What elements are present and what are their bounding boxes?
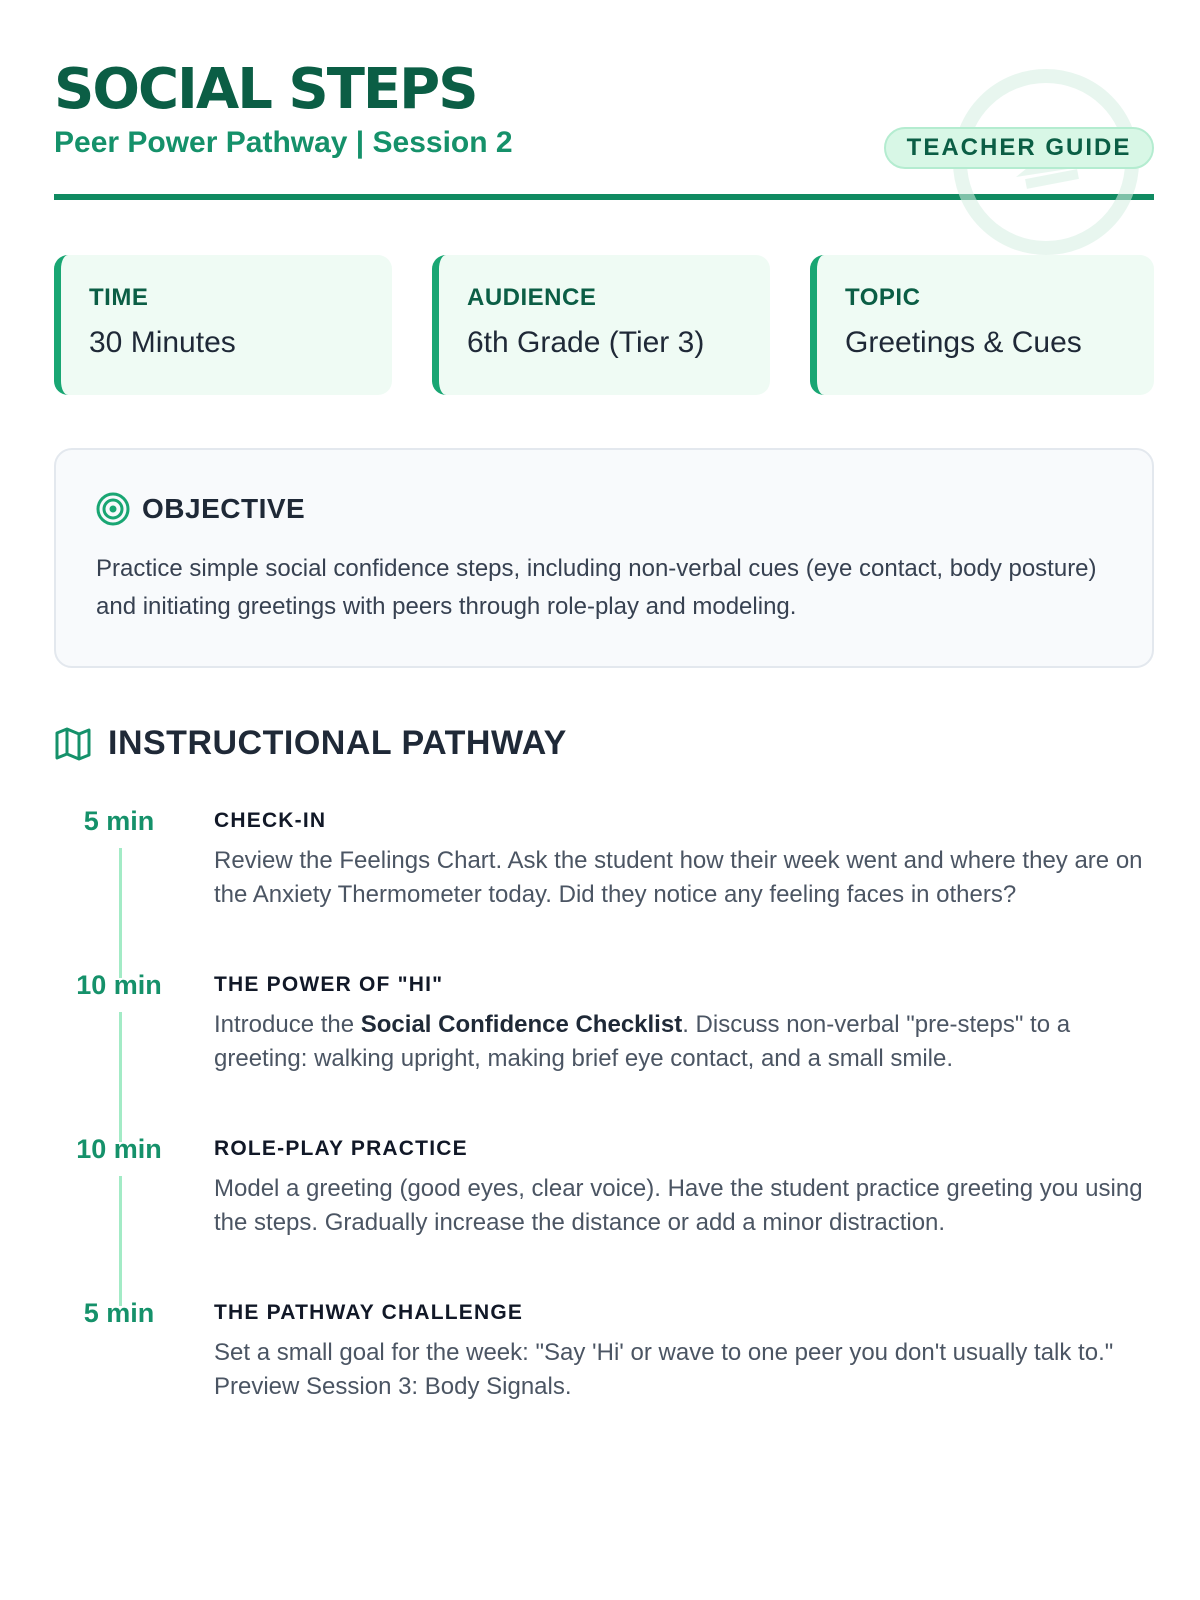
timeline-connector [119,1012,122,1142]
info-cards [54,255,1154,395]
timeline-connector [119,1176,122,1306]
step-duration: 10 min [76,970,162,1000]
info-card-label: TOPIC [845,284,921,311]
page-title: SOCIAL STEPS [54,57,477,122]
step-description [214,1008,1154,1076]
info-card-label: AUDIENCE [467,284,597,311]
checklist-name: Social Confidence Checklist [360,1011,683,1038]
map-icon [54,725,92,763]
step-duration: 10 min [76,1134,162,1164]
info-card-audience [432,255,770,395]
target-icon [96,492,130,526]
step-description: Set a small goal for the week: "Say 'Hi' or wave to one peer you don't usually talk to." Preview Session 3: Body Signals. [214,1339,1114,1400]
objective-title: OBJECTIVE [142,493,306,524]
objective-text: Practice simple social confidence steps, including non-verbal cues (eye contact, body posture) and initiating greetings with peers through role-play and modeling. [96,555,1097,620]
info-card-topic [810,255,1154,395]
step-description-text: Introduce the [214,1011,361,1038]
lesson-page [54,0,1154,1600]
step-duration: 5 min [83,1298,155,1328]
teacher-guide-badge: TEACHER GUIDE [884,127,1154,169]
pathway-heading [54,724,567,763]
objective-heading [96,492,305,526]
step-title: THE PATHWAY CHALLENGE [214,1301,524,1324]
step-description: Review the Feelings Chart. Ask the student how their week went and where they are on the Anxiety Thermometer today. Did they notice any feeling faces in others? [214,847,1143,908]
step-description: Model a greeting (good eyes, clear voice). Have the student practice greeting you using the steps. Gradually increase the distance or add a minor distraction. [214,1175,1143,1236]
timeline-connector [119,848,122,978]
step-title: ROLE-PLAY PRACTICE [214,1137,468,1160]
info-card-value: 6th Grade (Tier 3) [467,326,705,359]
step-title: THE POWER OF "HI" [214,973,444,996]
pathway-title: INSTRUCTIONAL PATHWAY [108,724,567,762]
page-subtitle: Peer Power Pathway | Session 2 [54,126,513,159]
step-duration: 5 min [83,806,155,836]
objective-box [54,448,1154,668]
step-description-text: . Discuss non-verbal "pre-steps" to a greeting: walking upright, making brief eye contact, and a small smile. [214,1011,1071,1072]
info-card-value: 30 Minutes [89,326,236,359]
info-card-time [54,255,392,395]
step-title: CHECK-IN [214,809,327,832]
info-card-label: TIME [89,284,149,311]
info-card-value: Greetings & Cues [845,326,1082,359]
